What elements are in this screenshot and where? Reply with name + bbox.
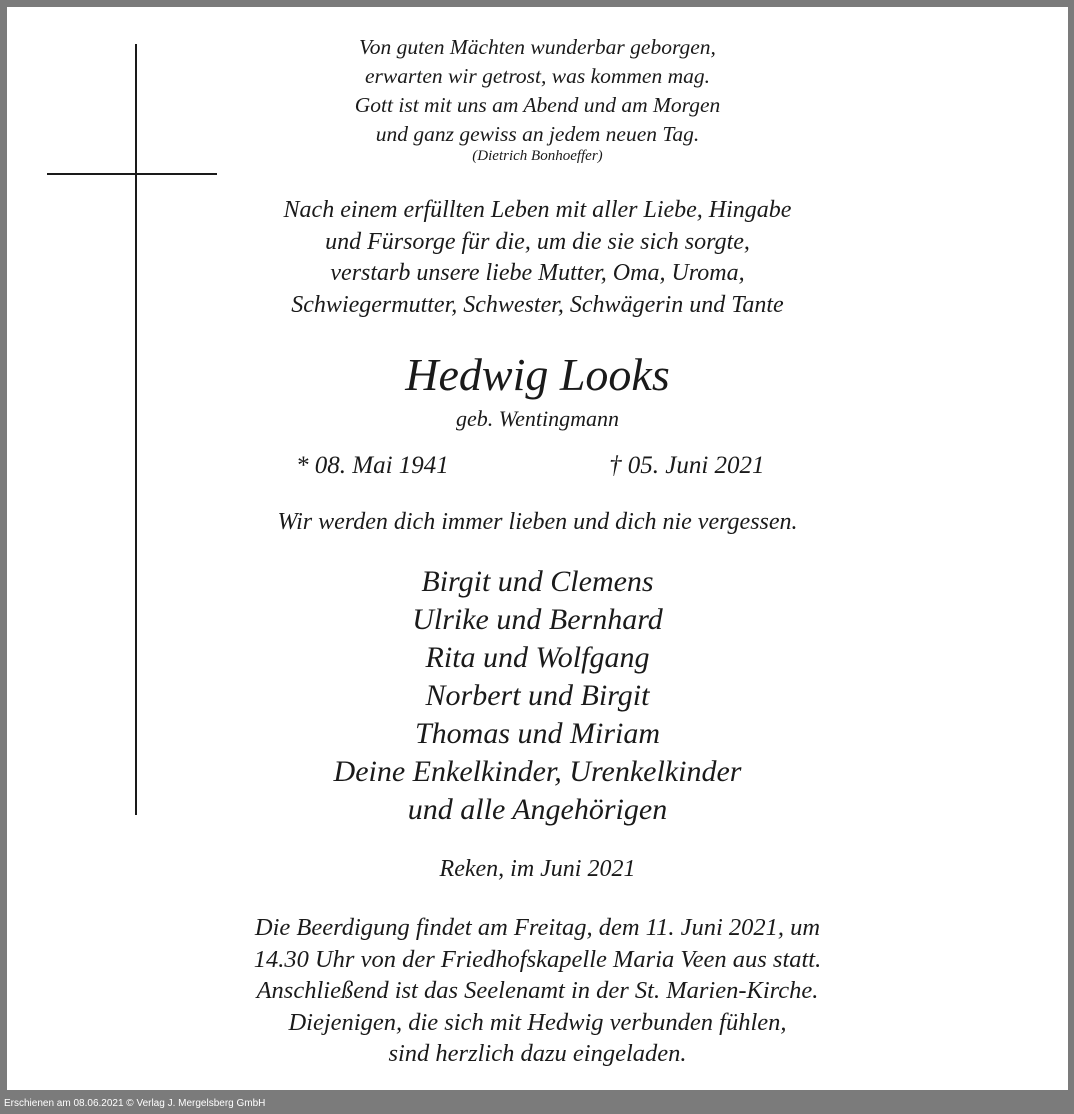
obituary-card — [7, 7, 1068, 1090]
intro-line: Schwiegermutter, Schwester, Schwägerin und Tante — [291, 291, 784, 318]
intro-line: Nach einem erfüllten Leben mit aller Liebe, Hingabe — [283, 197, 792, 223]
poem — [7, 33, 1068, 149]
death-date: † 05. Juni 2021 — [609, 452, 765, 479]
funeral-info — [7, 912, 1068, 1070]
funeral-line: sind herzlich dazu eingeladen. — [388, 1040, 687, 1067]
birth-date: * 08. Mai 1941 — [296, 452, 449, 479]
funeral-line: Diejenigen, die sich mit Hedwig verbunden fühlen, — [288, 1008, 787, 1036]
mourner-line: Deine Enkelkinder, Urenkelkinder — [333, 755, 742, 788]
intro-line: und Fürsorge für die, um die sie sich sorgte, — [325, 228, 750, 255]
deceased-name: Hedwig Looks — [405, 349, 670, 400]
poem-line: Von guten Mächten wunderbar geborgen, — [359, 35, 716, 59]
poem-line: Gott ist mit uns am Abend und am Morgen — [354, 93, 721, 117]
maiden-name: geb. Wentingmann — [456, 406, 619, 431]
poem-line: erwarten wir getrost, was kommen mag. — [365, 64, 710, 88]
funeral-line: 14.30 Uhr von der Friedhofskapelle Maria Veen aus statt. — [253, 945, 822, 973]
publication-footer: Erschienen am 08.06.2021 © Verlag J. Mergelsberg GmbH — [4, 1098, 266, 1109]
cross-horizontal-bar — [47, 173, 217, 175]
mourner-line: Ulrike und Bernhard — [412, 603, 663, 636]
mourner-line: Norbert und Birgit — [425, 679, 650, 712]
intro-text — [7, 195, 1068, 321]
life-dates — [7, 450, 1068, 482]
place-date: Reken, im Juni 2021 — [439, 856, 636, 882]
motto: Wir werden dich immer lieben und dich nie vergessen. — [277, 509, 798, 535]
mourner-line: Birgit und Clemens — [421, 565, 654, 598]
funeral-line: Anschließend ist das Seelenamt in der St. Marien-Kirche. — [256, 977, 819, 1004]
poem-line: und ganz gewiss an jedem neuen Tag. — [375, 122, 700, 146]
mourner-line: Thomas und Miriam — [414, 717, 661, 750]
mourners-list — [7, 563, 1068, 829]
intro-line: verstarb unsere liebe Mutter, Oma, Uroma, — [330, 260, 745, 286]
mourner-line: und alle Angehörigen — [407, 793, 668, 826]
mourner-line: Rita und Wolfgang — [425, 641, 650, 674]
poem-author: (Dietrich Bonhoeffer) — [472, 148, 603, 164]
funeral-line: Die Beerdigung findet am Freitag, dem 11. Juni 2021, um — [254, 914, 821, 941]
